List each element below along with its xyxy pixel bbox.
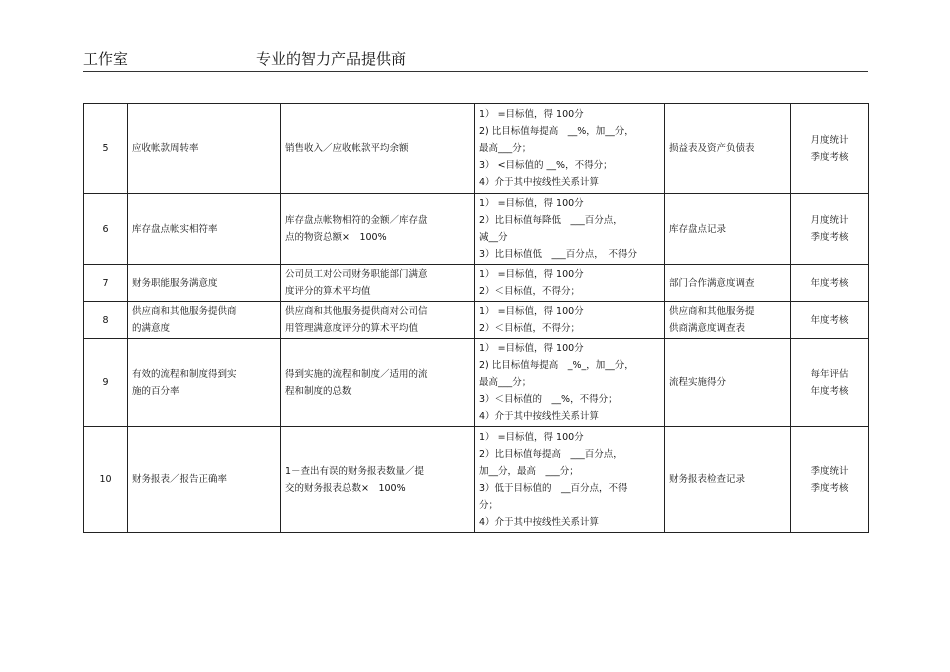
assessment-frequency-cell xyxy=(791,427,869,533)
formula-cell xyxy=(281,427,475,533)
row-number-cell xyxy=(84,302,128,339)
cell-text-line: 月度统计 xyxy=(810,215,849,226)
indicator-name-cell xyxy=(128,104,281,194)
table-row xyxy=(84,339,869,427)
row-number-cell xyxy=(84,339,128,427)
cell-text-line: 度评分的算术平均值 xyxy=(285,286,371,297)
cell-text-line: 得到实施的流程和制度／适用的流 xyxy=(285,368,428,380)
cell-text-line: 交的财务报表总数× 100% xyxy=(285,482,406,494)
cell-text-line: 3）比目标值低 ___百分点， 不得分 xyxy=(479,249,638,260)
cell-text-line: 2) 比目标值每提高 __%，加__分， xyxy=(479,126,634,137)
cell-text-line: 最高___分； xyxy=(479,377,532,388)
cell-text-line: 2）比目标值每降低 ___百分点， xyxy=(479,215,623,226)
cell-text-line: 有效的流程和制度得到实 xyxy=(132,368,237,380)
cell-text-line: 年度考核 xyxy=(810,385,849,397)
cell-text-line: 季度统计 xyxy=(810,465,849,477)
data-source-cell xyxy=(665,302,791,339)
table-row xyxy=(84,265,869,302)
row-number-cell xyxy=(84,427,128,533)
cell-text-line: 库存盘点帐实相符率 xyxy=(132,223,218,235)
cell-text-line: 部门合作满意度调查 xyxy=(669,277,755,289)
cell-text-line: 的满意度 xyxy=(132,323,171,334)
header-divider xyxy=(83,71,868,72)
cell-text-line: 1） =目标值，得 100分 xyxy=(479,306,584,317)
cell-text-line: 年度考核 xyxy=(810,314,849,326)
cell-text-line: 最高___分； xyxy=(479,143,532,154)
cell-text-line: 2) 比目标值每提高 _%_，加__分， xyxy=(479,360,634,371)
cell-text-line: 库存盘点记录 xyxy=(669,223,727,235)
cell-text-line: 财务报表／报告正确率 xyxy=(132,474,228,485)
scoring-rule-cell xyxy=(475,104,665,194)
cell-text: 5 xyxy=(102,143,109,154)
cell-text-line: 1） =目标值，得 100分 xyxy=(479,431,584,443)
cell-text-line: 1） =目标值，得 100分 xyxy=(479,198,584,209)
cell-text-line: 加__分，最高 ___分； xyxy=(479,465,579,477)
cell-text-line: 应收帐款周转率 xyxy=(132,143,199,154)
cell-text-line: 2）＜目标值，不得分； xyxy=(479,323,581,334)
row-number-cell xyxy=(84,194,128,265)
cell-text: 9 xyxy=(102,377,109,388)
cell-text: 6 xyxy=(102,223,109,235)
table-row xyxy=(84,427,869,533)
scoring-rule-cell xyxy=(475,427,665,533)
cell-text: 10 xyxy=(99,474,112,485)
header-tagline: 专业的智力产品提供商 xyxy=(256,50,407,68)
scoring-rule-cell xyxy=(475,194,665,265)
indicator-name-cell xyxy=(128,302,281,339)
formula-cell xyxy=(281,302,475,339)
row-number-cell xyxy=(84,265,128,302)
assessment-frequency-cell xyxy=(791,194,869,265)
cell-text-line: 施的百分率 xyxy=(132,385,180,397)
cell-text-line: 流程实施得分 xyxy=(669,377,727,388)
cell-text-line: 损益表及资产负债表 xyxy=(669,143,755,154)
cell-text: 8 xyxy=(102,314,109,326)
assessment-frequency-cell xyxy=(791,339,869,427)
cell-text-line: 3）低于目标值的 __百分点，不得 xyxy=(479,482,628,494)
cell-text-line: 1） =目标值，得 100分 xyxy=(479,343,584,354)
table-row xyxy=(84,194,869,265)
cell-text-line: 季度考核 xyxy=(810,151,849,163)
scoring-rule-cell xyxy=(475,265,665,302)
cell-text-line: 程和制度的总数 xyxy=(285,385,352,397)
cell-text-line: 1） =目标值，得 100分 xyxy=(479,109,584,120)
assessment-frequency-cell xyxy=(791,265,869,302)
cell-text-line: 3）＜目标值的 __%，不得分； xyxy=(479,394,618,405)
kpi-table xyxy=(83,103,869,533)
table-row xyxy=(84,104,869,194)
cell-text-line: 每年评估 xyxy=(810,368,849,380)
cell-text-line: 4）介于其中按线性关系计算 xyxy=(479,177,600,188)
cell-text-line: 3） <目标值的 __%，不得分； xyxy=(479,160,613,171)
cell-text-line: 财务报表检查记录 xyxy=(669,474,746,485)
formula-cell xyxy=(281,265,475,302)
cell-text-line: 1－查出有误的财务报表数量／提 xyxy=(285,465,425,477)
assessment-frequency-cell xyxy=(791,302,869,339)
formula-cell xyxy=(281,194,475,265)
indicator-name-cell xyxy=(128,427,281,533)
formula-cell xyxy=(281,104,475,194)
cell-text-line: 分； xyxy=(479,499,499,511)
indicator-name-cell xyxy=(128,339,281,427)
cell-text-line: 季度考核 xyxy=(810,232,849,243)
data-source-cell xyxy=(665,427,791,533)
header-studio-label: 工作室 xyxy=(83,50,129,68)
cell-text-line: 库存盘点帐物相符的金额／库存盘 xyxy=(285,215,428,226)
indicator-name-cell xyxy=(128,265,281,302)
cell-text-line: 供商满意度调查表 xyxy=(669,323,746,334)
cell-text-line: 公司员工对公司财务职能部门满意 xyxy=(285,269,428,280)
cell-text-line: 供应商和其他服务提 xyxy=(669,306,755,317)
cell-text-line: 减__分 xyxy=(479,232,508,243)
data-source-cell xyxy=(665,194,791,265)
cell-text-line: 点的物资总额× 100% xyxy=(285,232,387,243)
cell-text-line: 4）介于其中按线性关系计算 xyxy=(479,516,600,528)
cell-text-line: 2）＜目标值，不得分； xyxy=(479,286,581,297)
data-source-cell xyxy=(665,265,791,302)
cell-text-line: 2）比目标值每提高 ___百分点， xyxy=(479,448,623,460)
scoring-rule-cell xyxy=(475,339,665,427)
cell-text-line: 月度统计 xyxy=(810,134,849,146)
formula-cell xyxy=(281,339,475,427)
cell-text-line: 年度考核 xyxy=(810,277,849,289)
cell-text-line: 季度考核 xyxy=(810,482,849,494)
cell-text-line: 财务职能服务满意度 xyxy=(132,277,218,289)
data-source-cell xyxy=(665,104,791,194)
row-number-cell xyxy=(84,104,128,194)
cell-text-line: 1） =目标值，得 100分 xyxy=(479,269,584,280)
table-row xyxy=(84,302,869,339)
data-source-cell xyxy=(665,339,791,427)
cell-text-line: 4）介于其中按线性关系计算 xyxy=(479,411,600,422)
indicator-name-cell xyxy=(128,194,281,265)
cell-text-line: 供应商和其他服务提供商 xyxy=(132,306,237,317)
kpi-table-body xyxy=(84,104,869,533)
cell-text-line: 供应商和其他服务提供商对公司信 xyxy=(285,306,428,317)
scoring-rule-cell xyxy=(475,302,665,339)
cell-text-line: 用管理满意度评分的算术平均值 xyxy=(285,323,419,334)
assessment-frequency-cell xyxy=(791,104,869,194)
cell-text: 7 xyxy=(102,277,109,289)
cell-text-line: 销售收入／应收帐款平均余额 xyxy=(285,143,409,154)
